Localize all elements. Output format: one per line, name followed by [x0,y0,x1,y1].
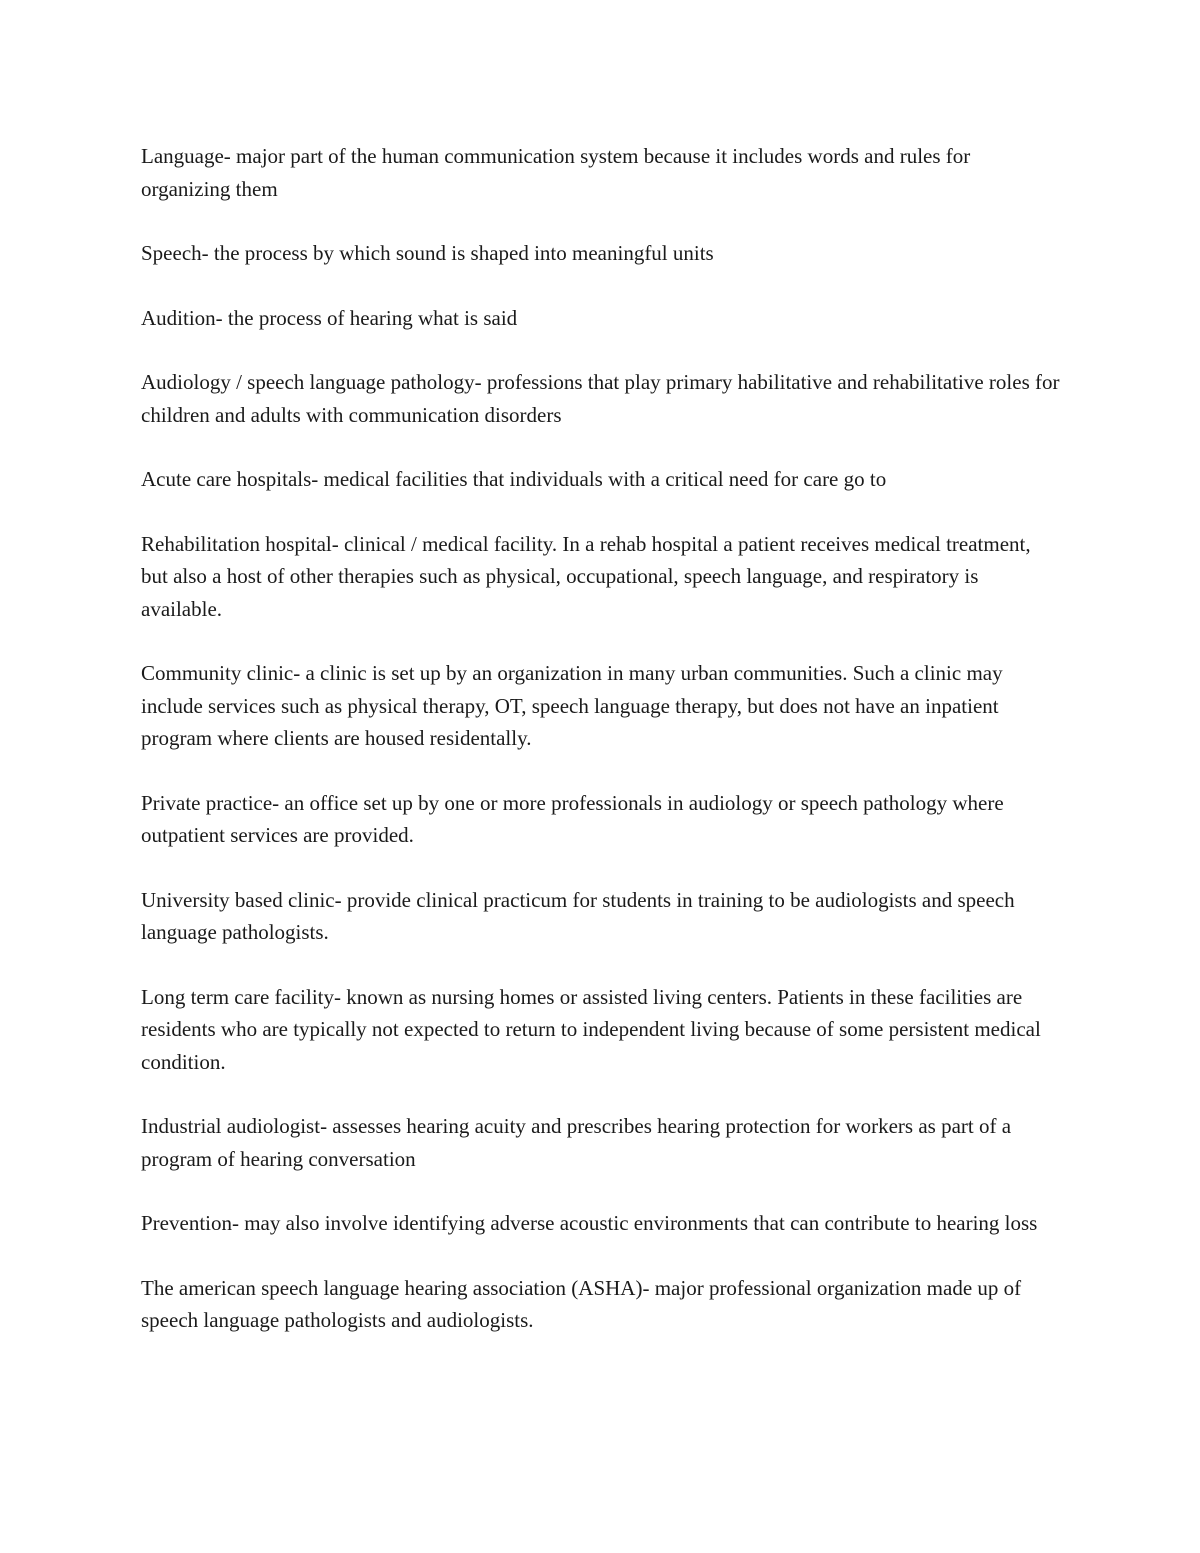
paragraph-audition: Audition- the process of hearing what is said [141,305,518,330]
paragraph-audiology-slp: Audiology / speech language pathology- professions that play primary habilitative and rehabilitative roles for children and adults with communication disorders [141,370,1060,427]
document-body [141,140,1061,1369]
paragraph-prevention: Prevention- may also involve identifying adverse acoustic environments that can contribute to hearing loss [141,1211,1038,1235]
paragraph-acute-care: Acute care hospitals- medical facilities that individuals with a critical need for care go to [141,467,887,491]
paragraph-rehabilitation-hospital: Rehabilitation hospital- clinical / medical facility. In a rehab hospital a patient receives medical treatment, but also a host of other therapies such as physical, occupational, speech language, and respiratory is available. [141,531,1031,621]
paragraph-speech: Speech- the process by which sound is shaped into meaningful units [141,241,714,265]
paragraph-asha: The american speech language hearing association (ASHA)- major professional organization made up of speech language pathologists and audiologists. [141,1275,1022,1332]
paragraph-university-clinic: University based clinic- provide clinical practicum for students in training to be audiologists and speech language pathologists. [141,887,1015,944]
paragraph-community-clinic: Community clinic- a clinic is set up by an organization in many urban communities. Such a clinic may include services such as physical therapy, OT, speech language therapy, but does not have an inpatient program where clients are housed residentally. [141,661,1003,750]
paragraph-long-term-care: Long term care facility- known as nursing homes or assisted living centers. Patients in these facilities are residents who are typically not expected to return to independent living because of some persistent medical condition. [141,984,1041,1074]
paragraph-private-practice: Private practice- an office set up by one or more professionals in audiology or speech pathology where outpatient services are provided. [141,790,1004,847]
paragraph-industrial-audiologist: Industrial audiologist- assesses hearing acuity and prescribes hearing protection for workers as part of a program of hearing conversation [141,1114,1012,1171]
paragraph-language: Language- major part of the human communication system because it includes words and rules for organizing them [141,144,971,201]
